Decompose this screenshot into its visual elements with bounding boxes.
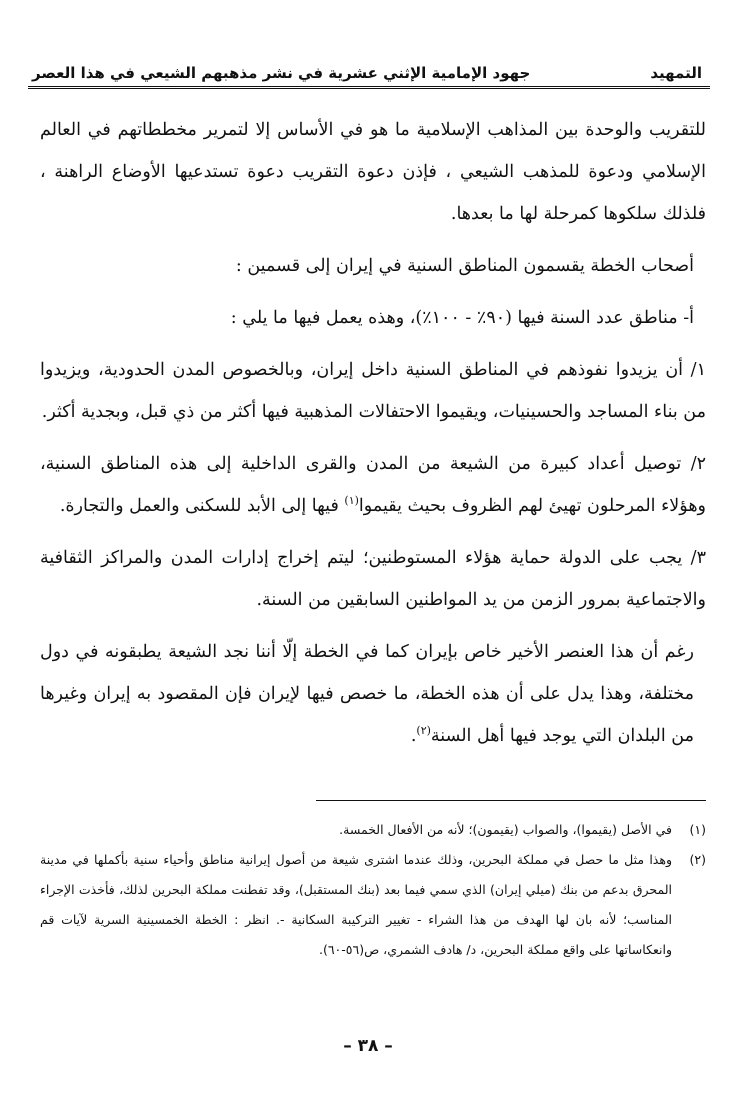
footnote-2 xyxy=(40,845,706,965)
book-title: جهود الإمامية الإثني عشرية في نشر مذهبهم الشيعي في هذا العصر xyxy=(32,64,531,82)
footnote-number: (٢) xyxy=(689,852,706,867)
footnote-text: وهذا مثل ما حصل في مملكة البحرين، وذلك عندما اشترى شيعة من أصول إيرانية مناطق وأحياء سنية بأكملها في مدينة المحرق بدعم من بنك (ميلي إيران) الذي سمي فيما بعد (بنك المستقبل)، وقد تفطنت مملكة البحرين لذلك، فأخذت الإجراء المناسب؛ لأنه بان لها الهدف من هذا الشراء - تغيير التركيبة السكانية -. انظر : الخطة الخمسينية السرية لآيات قم وانعكاساتها على واقع مملكة البحرين، د/ هادف الشمري، ص(٥٦-٦٠). xyxy=(40,852,672,957)
paragraph-7 xyxy=(40,631,706,757)
paragraph-5 xyxy=(40,443,706,527)
footnote-text: في الأصل (يقيموا)، والصواب (يقيمون)؛ لأنه من الأفعال الخمسة. xyxy=(339,822,672,837)
paragraph-3: أ- مناطق عدد السنة فيها (٩٠٪ - ١٠٠٪)، وهذه يعمل فيها ما يلي : xyxy=(230,308,694,328)
footnote-separator xyxy=(316,800,706,801)
footnote-ref-1[interactable]: (١) xyxy=(344,494,359,508)
paragraph-5-text-b: فيها إلى الأبد للسكنى والعمل والتجارة. xyxy=(59,496,345,516)
footnote-ref-2[interactable]: (٢) xyxy=(416,724,431,738)
footnotes xyxy=(40,815,706,965)
paragraph-7-text-a: رغم أن هذا العنصر الأخير خاص بإيران كما في الخطة إلّا أننا نجد الشيعة يطبقونه في دول مختلفة، وهذا يدل على أن هذه الخطة، ما خصص فيها لإيران فإن المقصود به إيران وغيرها من البلدان التي يوجد فيها أهل السنة xyxy=(40,642,694,746)
main-text xyxy=(40,109,706,767)
paragraph-2: أصحاب الخطة يقسمون المناطق السنية في إيران إلى قسمين : xyxy=(235,256,694,276)
paragraph-5-text-a: ٢/ توصيل أعداد كبيرة من الشيعة من المدن والقرى الداخلية إلى هذه المناطق السنية، وهؤلاء المرحلون تهيئ لهم الظروف بحيث يقيموا xyxy=(40,454,706,516)
footnote-1 xyxy=(40,815,706,845)
chapter-title: التمهيد xyxy=(650,64,702,82)
running-header xyxy=(28,48,710,89)
page-number: – ٣٨ – xyxy=(343,1036,393,1056)
paragraph-4: ١/ أن يزيدوا نفوذهم في المناطق السنية داخل إيران، وبالخصوص المدن الحدودية، ويزيدوا من بناء المساجد والحسينيات، ويقيموا الاحتفالات المذهبية فيها أكثر من ذي قبل، وبجدية أكثر. xyxy=(40,360,706,422)
paragraph-6: ٣/ يجب على الدولة حماية هؤلاء المستوطنين؛ ليتم إخراج إدارات المدن والمراكز الثقافية والاجتماعية بمرور الزمن من يد المواطنين السابقين من السنة. xyxy=(40,548,706,610)
paragraph-1: للتقريب والوحدة بين المذاهب الإسلامية ما هو في الأساس إلا لتمرير مخططاتهم في العالم الإسلامي ودعوة للمذهب الشيعي ، فإذن دعوة التقريب دعوة تستدعيها الأوضاع الراهنة ، فلذلك سلكوها كمرحلة لها ما بعدها. xyxy=(40,120,706,224)
paragraph-7-text-b: . xyxy=(410,726,417,746)
footnote-number: (١) xyxy=(689,822,706,837)
